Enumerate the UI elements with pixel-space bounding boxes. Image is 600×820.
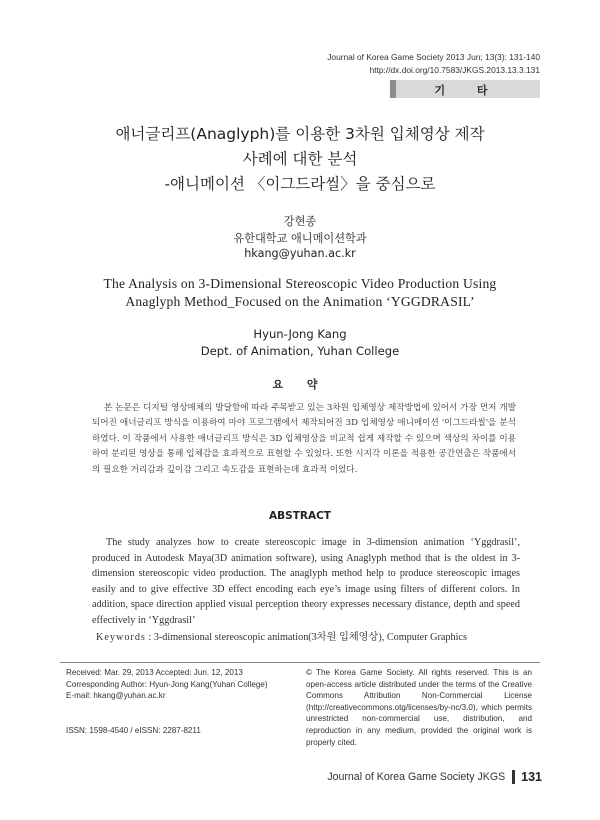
footnote-divider (60, 662, 540, 663)
page-number: 131 (521, 770, 542, 784)
keywords-label: Keywords (96, 632, 146, 643)
corresponding-email: E-mail: hkang@yuhan.ac.kr (66, 691, 166, 701)
copyright-notice: © The Korea Game Society. All rights reserved. This is an open-access article distributed under the terms of the Creative Commons Attribution Non-Commercial License (http://creativecommons.otg/licenses/by-nc/3.0), which permits unrestricted non-commercial use, distribution, and reproduction in any medium, provided the original work is properly cited. (306, 668, 532, 747)
english-title-line-2: Anaglyph Method_Focused on the Animation ‘YGGDRASIL’ (125, 294, 475, 309)
korean-title-line-3: -애니메이션 〈이그드라씰〉을 중심으로 (164, 175, 436, 193)
abstract-ko-text: 본 논문은 디지털 영상매체의 발달함에 따라 주목받고 있는 3차원 입체영상 제작방법에 있어서 가장 먼저 개발되어진 애너글리프 방식을 이용하여 마야 프로그램에서 제작되어진 3D 입체영상 애니메이션 '이그드라씰'을 분석하였다. 이 작품에서 사용한 애너글리프 방식은 3D 입체영상을 비교적 쉽게 제작할 수 있으며 색상의 차이를 이용하여 분리된 영상을 통해 입체감을 효과적으로 표현할 수 있었다. 또한 시지각 이론을 적용한 공간연출은 작품에서의 필요한 거리감과 깊이감 그리고 속도감을 표현하는데 효과적 이었다. (92, 403, 516, 475)
page-footer (327, 770, 542, 784)
english-title-line-1: The Analysis on 3-Dimensional Stereoscopic Video Production Using (103, 276, 497, 291)
author-affiliation-en: Dept. of Animation, Yuhan College (200, 344, 400, 358)
author-email: hkang@yuhan.ac.kr (244, 247, 356, 260)
received-accepted-dates: Received: Mar. 29, 2013 Accepted: Jun. 12, 2013 (66, 668, 243, 677)
corresponding-author: Corresponding Author: Hyun-Jong Kang(Yuhan College) (66, 679, 268, 689)
footer-journal-name: Journal of Korea Game Society JKGS (327, 771, 506, 783)
abstract-en-body (92, 535, 520, 629)
author-name-ko: 강현종 (283, 215, 317, 228)
category-badge (390, 80, 540, 98)
footer-separator-bar (512, 770, 515, 784)
keywords-text: 3-dimensional stereoscopic animation(3차원 입체영상), Computer Graphics (153, 632, 467, 643)
abstract-ko-heading: 요 약 (272, 378, 328, 391)
issn-line: ISSN: 1598-4540 / eISSN: 2287-8211 (66, 725, 201, 735)
journal-citation: Journal of Korea Game Society 2013 Jun; 13(3): 131-140 (327, 52, 540, 62)
abstract-ko-body (92, 401, 516, 478)
abstract-en-heading: ABSTRACT (269, 510, 331, 522)
keywords-line (96, 628, 467, 643)
keywords-separator: : (145, 632, 154, 643)
doi-line: http://dx.doi.org/10.7583/JKGS.2013.13.3.131 (369, 65, 540, 75)
korean-title-line-2: 사례에 대한 분석 (242, 150, 358, 168)
author-affiliation-ko: 유한대학교 애니메이션학과 (233, 232, 367, 245)
category-label: 기 타 (434, 84, 502, 97)
footnote-left (66, 667, 286, 736)
korean-title-line-1: 애너글리프(Anaglyph)를 이용한 3차원 입체영상 제작 (115, 125, 485, 143)
abstract-en-text: The study analyzes how to create stereoscopic image in 3-dimension animation ‘Yggdrasil’, produced in Autodesk Maya(3D animation software), using Anaglyph method that is the oldest in 3-dimension stereoscopic video production. The anaglyph method help to produce stereoscopic images easily and to give effective 3D effect encoding each eye’s image using filters of different colors. In addition, space direction applied visual perception theory expresses necessary distance, depth and speed effectively in ‘Yggdrasil’ (92, 537, 520, 626)
author-name-en: Hyun-Jong Kang (253, 327, 347, 341)
